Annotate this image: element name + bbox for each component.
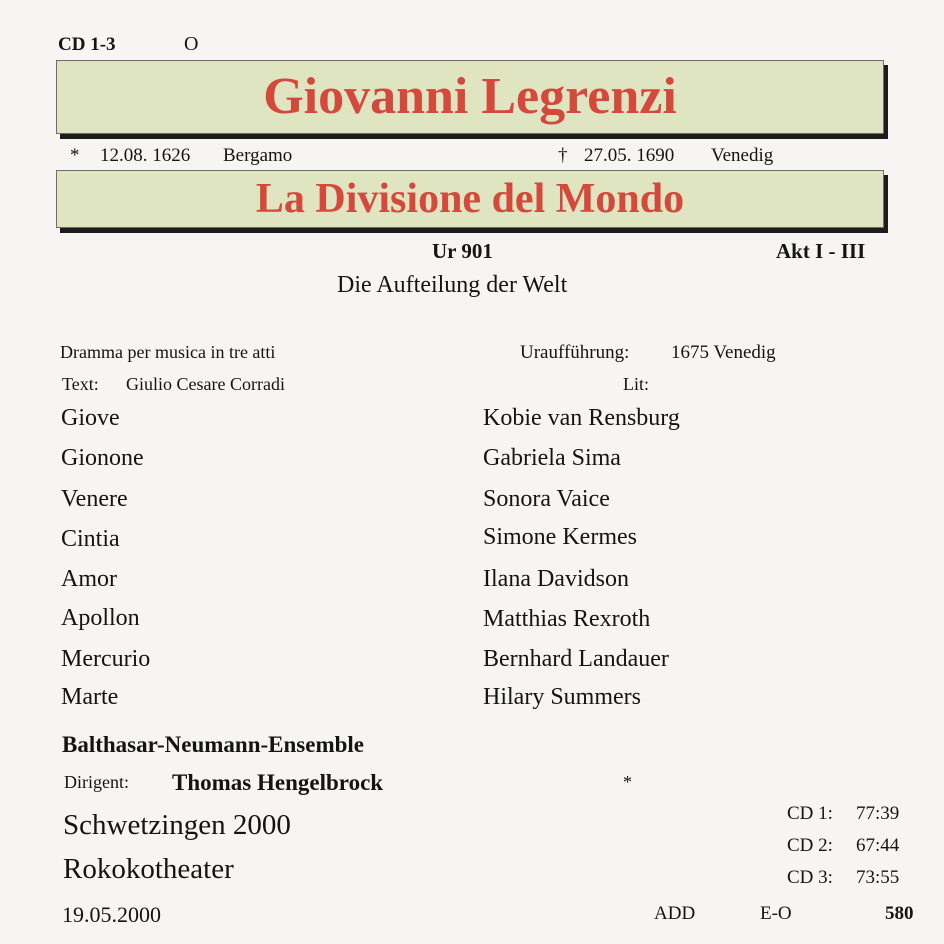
conductor-label: Dirigent: bbox=[64, 772, 129, 792]
singer: Hilary Summers bbox=[483, 684, 641, 710]
work-subtitle: Die Aufteilung der Welt bbox=[337, 272, 568, 298]
birth-place: Bergamo bbox=[223, 145, 293, 166]
premiere-label: Uraufführung: bbox=[520, 342, 630, 363]
role: Venere bbox=[61, 486, 128, 512]
conductor-name: Thomas Hengelbrock bbox=[172, 770, 384, 795]
role: Mercurio bbox=[61, 646, 151, 672]
venue-city-year: Schwetzingen 2000 bbox=[63, 809, 291, 841]
catalog-number: Ur 901 bbox=[432, 239, 493, 263]
text-author: Giulio Cesare Corradi bbox=[126, 374, 285, 394]
header-mark: O bbox=[184, 33, 199, 55]
singer: Sonora Vaice bbox=[483, 486, 610, 512]
death-symbol: † bbox=[558, 145, 568, 166]
role: Apollon bbox=[61, 605, 140, 631]
composer-banner bbox=[56, 60, 884, 134]
singer: Matthias Rexroth bbox=[483, 606, 651, 632]
role: Giove bbox=[61, 405, 120, 431]
death-place: Venedig bbox=[711, 145, 774, 166]
lit-label: Lit: bbox=[623, 374, 649, 394]
birth-date: 12.08. 1626 bbox=[100, 145, 191, 166]
timing-value: 77:39 bbox=[856, 803, 900, 824]
role: Gionone bbox=[61, 445, 144, 471]
role: Amor bbox=[61, 566, 117, 592]
singer: Kobie van Rensburg bbox=[483, 405, 680, 431]
edition-code: E-O bbox=[760, 903, 792, 924]
venue-theater: Rokokotheater bbox=[63, 853, 234, 885]
acts: Akt I - III bbox=[776, 239, 866, 263]
genre: Dramma per musica in tre atti bbox=[60, 342, 276, 362]
timing-label: CD 3: bbox=[787, 867, 833, 888]
cd-range: CD 1-3 bbox=[58, 34, 116, 55]
premiere-value: 1675 Venedig bbox=[671, 342, 776, 363]
composer-name: Giovanni Legrenzi bbox=[263, 68, 677, 125]
singer: Simone Kermes bbox=[483, 524, 637, 550]
work-title: La Divisione del Mondo bbox=[255, 176, 685, 222]
timing-value: 67:44 bbox=[856, 835, 900, 856]
singer: Ilana Davidson bbox=[483, 566, 629, 592]
conductor-mark: * bbox=[623, 772, 632, 792]
catalog-index: 580 bbox=[885, 903, 914, 924]
singer: Gabriela Sima bbox=[483, 445, 621, 471]
text-label: Text: bbox=[62, 374, 99, 394]
ensemble: Balthasar-Neumann-Ensemble bbox=[62, 732, 364, 757]
timing-label: CD 1: bbox=[787, 803, 833, 824]
birth-symbol: * bbox=[70, 145, 80, 166]
role: Cintia bbox=[61, 526, 120, 552]
role: Marte bbox=[61, 684, 119, 710]
death-date: 27.05. 1690 bbox=[584, 145, 675, 166]
timing-value: 73:55 bbox=[856, 867, 900, 888]
work-title-banner bbox=[56, 170, 884, 228]
recording-date: 19.05.2000 bbox=[62, 902, 161, 927]
timing-label: CD 2: bbox=[787, 835, 833, 856]
singer: Bernhard Landauer bbox=[483, 646, 669, 672]
recording-type: ADD bbox=[654, 903, 696, 924]
